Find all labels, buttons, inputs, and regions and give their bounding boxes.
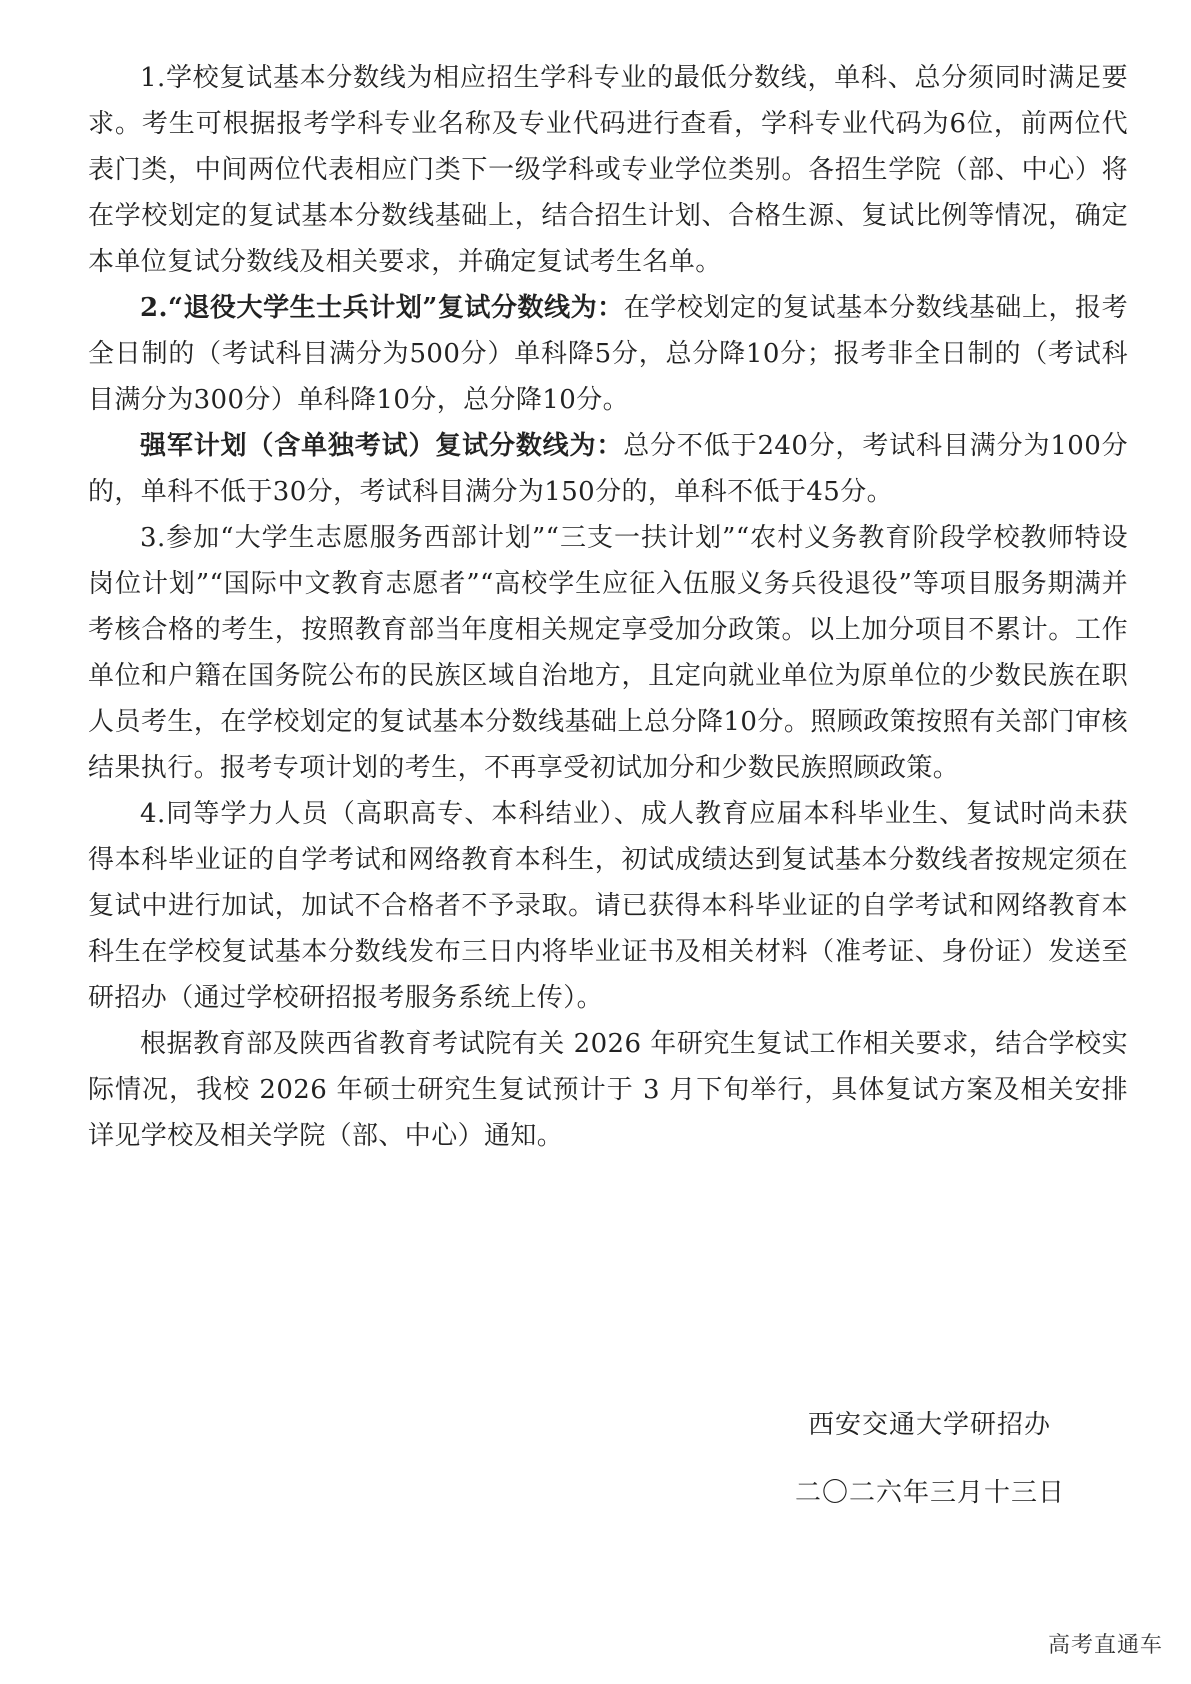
signature-organization: 西安交通大学研招办 — [808, 1410, 1052, 1440]
closing-text: 根据教育部及陕西省教育考试院有关 2026 年研究生复试工作相关要求，结合学校实际情况，我校 2026 年硕士研究生复试预计于 3 月下旬举行，具体复试方案及相关安排详见学校及相关学院（部、中心）通知。 — [88, 1029, 1128, 1151]
paragraph-item-2 — [88, 285, 1128, 423]
watermark-text: 高考直通车 — [1047, 1633, 1163, 1658]
qiangjun-text: 总分不低于240分，考试科目满分为100分的，单科不低于30分，考试科目满分为150分的，单科不低于45分。 — [88, 431, 1128, 507]
paragraph-item-3 — [88, 515, 1128, 791]
item-3-text: 3.参加“大学生志愿服务西部计划”“三支一扶计划”“农村义务教育阶段学校教师特设岗位计划”“国际中文教育志愿者”“高校学生应征入伍服义务兵役退役”等项目服务期满并考核合格的考生，按照教育部当年度相关规定享受加分政策。以上加分项目不累计。工作单位和户籍在国务院公布的民族区域自治地方，且定向就业单位为原单位的少数民族在职人员考生，在学校划定的复试基本分数线基础上总分降10分。照顾政策按照有关部门审核结果执行。报考专项计划的考生，不再享受初试加分和少数民族照顾政策。 — [88, 523, 1128, 783]
item-1-text: 1.学校复试基本分数线为相应招生学科专业的最低分数线，单科、总分须同时满足要求。考生可根据报考学科专业名称及专业代码进行查看，学科专业代码为6位，前两位代表门类，中间两位代表相应门类下一级学科或专业学位类别。各招生学院（部、中心）将在学校划定的复试基本分数线基础上，结合招生计划、合格生源、复试比例等情况，确定本单位复试分数线及相关要求，并确定复试考生名单。 — [88, 63, 1128, 277]
item-2-text: 在学校划定的复试基本分数线基础上，报考全日制的（考试科目满分为500分）单科降5分，总分降10分；报考非全日制的（考试科目满分为300分）单科降10分，总分降10分。 — [88, 293, 1128, 415]
qiangjun-label: 强军计划（含单独考试）复试分数线为： — [140, 431, 624, 461]
document-body — [88, 55, 1128, 1159]
paragraph-qiangjun — [88, 423, 1128, 515]
paragraph-closing — [88, 1021, 1128, 1159]
paragraph-item-1 — [88, 55, 1128, 285]
item-4-text: 4.同等学力人员（高职高专、本科结业）、成人教育应届本科毕业生、复试时尚未获得本科毕业证的自学考试和网络教育本科生，初试成绩达到复试基本分数线者按规定须在复试中进行加试，加试不合格者不予录取。请已获得本科毕业证的自学考试和网络教育本科生在学校复试基本分数线发布三日内将毕业证书及相关材料（准考证、身份证）发送至研招办（通过学校研招报考服务系统上传）。 — [88, 799, 1128, 1013]
paragraph-item-4 — [88, 791, 1128, 1021]
signature-date: 二〇二六年三月十三日 — [795, 1478, 1066, 1508]
item-2-label: 2.“退役大学生士兵计划”复试分数线为： — [140, 293, 624, 323]
